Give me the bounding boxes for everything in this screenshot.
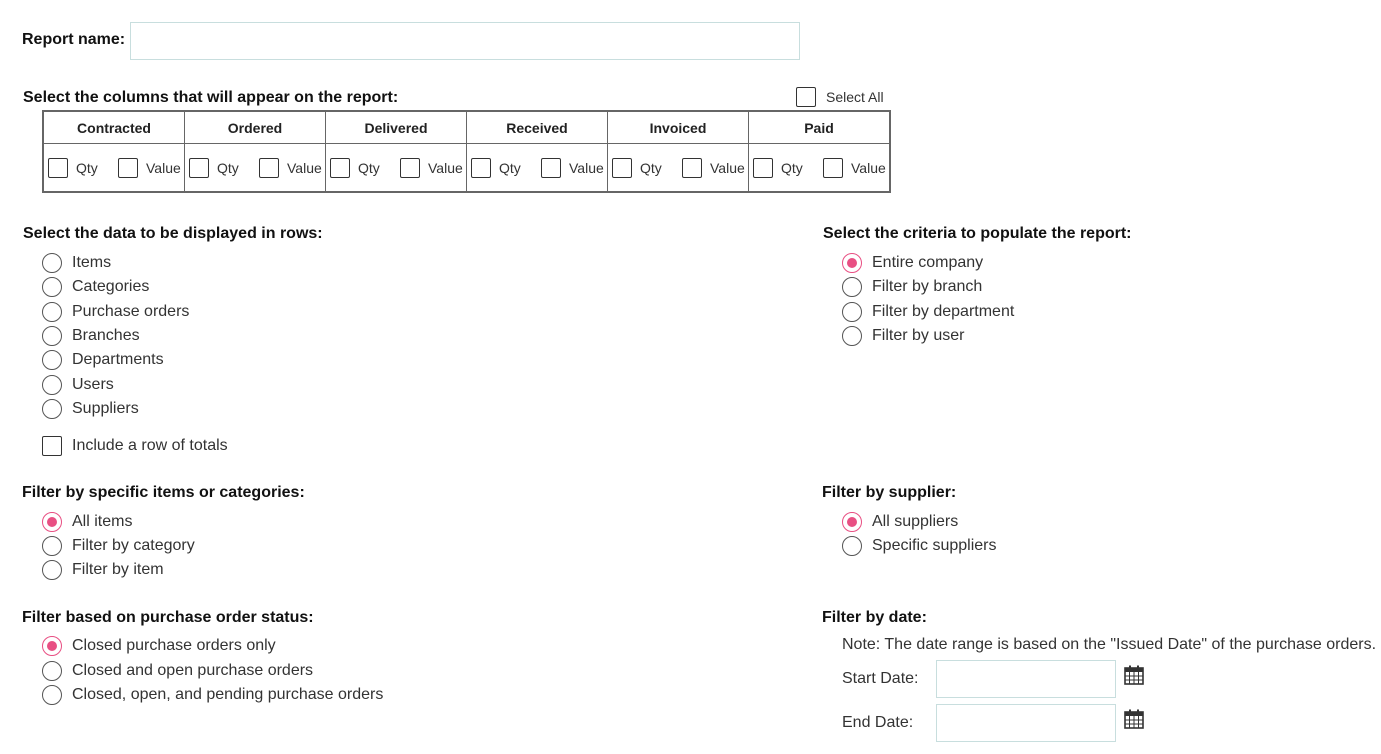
ordered-value-checkbox[interactable] [259,158,279,178]
column-group-received [467,112,608,191]
end-date-label: End Date: [842,714,914,731]
radio-button[interactable] [42,560,62,580]
column-group-header: Invoiced [608,112,748,144]
radio-button[interactable] [42,536,62,556]
row-option-branches[interactable] [42,325,140,347]
option-label: Specific suppliers [872,537,997,554]
delivered-qty-checkbox[interactable] [330,158,350,178]
value-label: Value [710,159,745,176]
row-option-categories[interactable] [42,276,149,298]
date-filter-note: Note: The date range is based on the "Issued Date" of the purchase orders. [842,636,1377,653]
paid-qty-option[interactable] [749,144,819,191]
value-label: Value [287,159,322,176]
option-label: Items [72,254,112,271]
contracted-qty-checkbox[interactable] [48,158,68,178]
value-label: Value [569,159,604,176]
option-label: Filter by item [72,561,164,578]
report-name-label: Report name: [22,31,126,48]
row-option-suppliers[interactable] [42,398,139,420]
option-label: Filter by category [72,537,195,554]
radio-button[interactable] [842,512,862,532]
value-label: Value [146,159,181,176]
option-label: Closed purchase orders only [72,637,276,654]
option-label: Categories [72,278,150,295]
date-filter-heading: Filter by date: [822,609,927,626]
radio-button[interactable] [842,253,862,273]
end-date-input[interactable] [936,704,1116,742]
criteria-option-entire-company[interactable] [842,252,983,274]
column-group-header: Received [467,112,607,144]
column-group-header: Contracted [44,112,184,144]
radio-button[interactable] [42,375,62,395]
items-option-all[interactable] [42,511,132,533]
invoiced-value-checkbox[interactable] [682,158,702,178]
qty-label: Qty [781,159,803,176]
criteria-option-user[interactable] [842,325,964,347]
include-totals-option[interactable] [42,435,228,457]
radio-button[interactable] [42,636,62,656]
option-label: Closed and open purchase orders [72,662,314,679]
row-option-users[interactable] [42,374,114,396]
option-label: Closed, open, and pending purchase orders [72,686,384,703]
qty-label: Qty [640,159,662,176]
invoiced-qty-checkbox[interactable] [612,158,632,178]
row-option-items[interactable] [42,252,111,274]
status-option-closed-open-pending[interactable] [42,684,383,706]
column-group-header: Delivered [326,112,466,144]
value-label: Value [851,159,886,176]
columns-heading: Select the columns that will appear on the report: [23,89,399,106]
contracted-value-option[interactable] [114,144,184,191]
delivered-value-option[interactable] [396,144,466,191]
option-label: Entire company [872,254,984,271]
option-label: All items [72,513,133,530]
ordered-value-option[interactable] [255,144,325,191]
radio-button[interactable] [842,536,862,556]
criteria-option-branch[interactable] [842,276,982,298]
select-all-checkbox[interactable] [796,87,816,107]
column-group-invoiced [608,112,749,191]
delivered-value-checkbox[interactable] [400,158,420,178]
rows-heading: Select the data to be displayed in rows: [23,225,323,242]
items-filter-heading: Filter by specific items or categories: [22,484,305,501]
radio-button[interactable] [42,326,62,346]
option-label: Departments [72,351,164,368]
radio-button[interactable] [42,253,62,273]
supplier-filter-heading: Filter by supplier: [822,484,957,501]
include-totals-checkbox[interactable] [42,436,62,456]
row-option-departments[interactable] [42,349,164,371]
option-label: All suppliers [872,513,959,530]
radio-button[interactable] [842,277,862,297]
calendar-icon[interactable] [1124,709,1144,729]
qty-label: Qty [499,159,521,176]
items-option-item[interactable] [42,559,164,581]
column-group-paid [749,112,889,191]
option-label: Users [72,376,114,393]
received-qty-checkbox[interactable] [471,158,491,178]
calendar-icon[interactable] [1124,665,1144,685]
qty-label: Qty [358,159,380,176]
row-option-purchase-orders[interactable] [42,301,189,323]
option-label: Suppliers [72,400,139,417]
items-option-category[interactable] [42,535,195,557]
delivered-qty-option[interactable] [326,144,396,191]
option-label: Filter by department [872,303,1015,320]
option-label: Filter by branch [872,278,983,295]
option-label: Branches [72,327,140,344]
paid-value-option[interactable] [819,144,889,191]
column-group-header: Paid [749,112,889,144]
column-group-contracted [44,112,185,191]
radio-button[interactable] [42,685,62,705]
radio-button[interactable] [42,277,62,297]
supplier-option-specific[interactable] [842,535,997,557]
received-qty-option[interactable] [467,144,537,191]
received-value-option[interactable] [537,144,607,191]
status-option-closed-open[interactable] [42,660,313,682]
supplier-option-all[interactable] [842,511,958,533]
columns-table [42,110,891,193]
column-group-header: Ordered [185,112,325,144]
criteria-heading: Select the criteria to populate the report: [823,225,1132,242]
qty-label: Qty [217,159,239,176]
ordered-qty-option[interactable] [185,144,255,191]
received-value-checkbox[interactable] [541,158,561,178]
radio-button[interactable] [42,350,62,370]
contracted-value-checkbox[interactable] [118,158,138,178]
paid-qty-checkbox[interactable] [753,158,773,178]
select-all[interactable] [796,87,884,107]
status-filter-heading: Filter based on purchase order status: [22,609,314,626]
option-label: Filter by user [872,327,965,344]
column-group-ordered [185,112,326,191]
radio-button[interactable] [42,661,62,681]
qty-label: Qty [76,159,98,176]
value-label: Value [428,159,463,176]
column-group-delivered [326,112,467,191]
start-date-input[interactable] [936,660,1116,698]
select-all-label: Select All [826,89,884,105]
status-option-closed[interactable] [42,635,276,657]
radio-button[interactable] [42,512,62,532]
paid-value-checkbox[interactable] [823,158,843,178]
radio-button[interactable] [842,326,862,346]
option-label: Include a row of totals [72,437,228,454]
invoiced-qty-option[interactable] [608,144,678,191]
invoiced-value-option[interactable] [678,144,748,191]
ordered-qty-checkbox[interactable] [189,158,209,178]
start-date-label: Start Date: [842,670,919,687]
option-label: Purchase orders [72,303,190,320]
contracted-qty-option[interactable] [44,144,114,191]
criteria-option-department[interactable] [842,301,1014,323]
radio-button[interactable] [842,302,862,322]
radio-button[interactable] [42,399,62,419]
report-name-input[interactable] [130,22,800,60]
radio-button[interactable] [42,302,62,322]
